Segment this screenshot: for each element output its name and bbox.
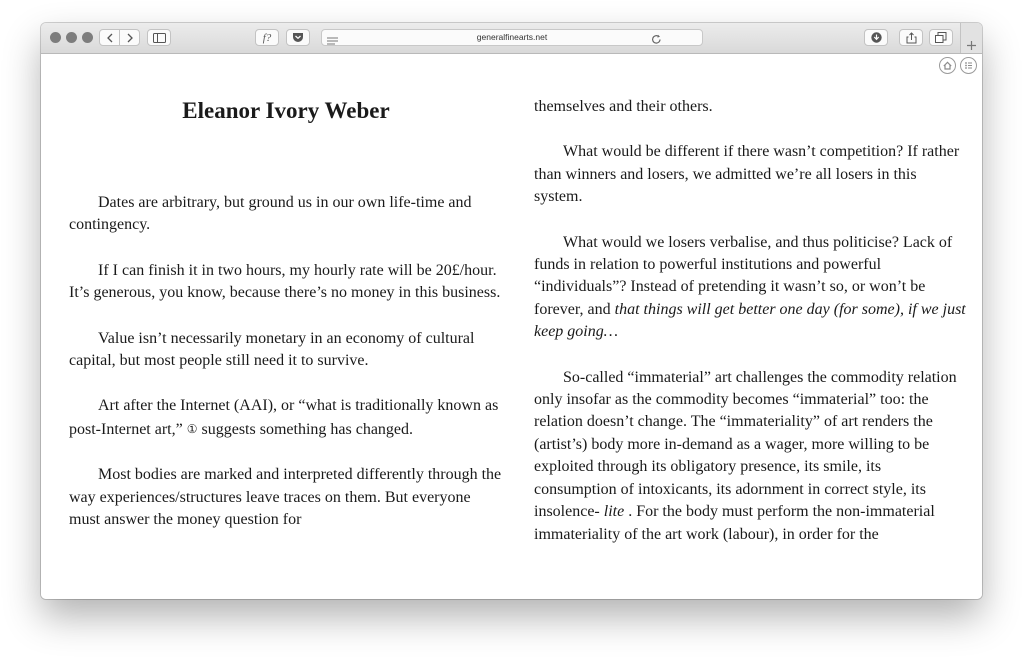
tabs-icon (935, 32, 947, 43)
minimize-window-button[interactable] (66, 32, 77, 43)
pocket-icon (292, 32, 304, 43)
pocket-button[interactable] (286, 29, 310, 46)
paragraph: If I can finish it in two hours, my hourly rate will be 20£/hour. It’s generous, you know, because there’s no money in this business. (69, 261, 501, 302)
tabs-overview-button[interactable] (929, 29, 953, 46)
paragraph: Value isn’t necessarily monetary in an economy of cultural capital, but most people still need it to survive. (69, 329, 475, 370)
paragraph-text: suggests something has changed. (197, 420, 414, 438)
italic-text: that things will get better one day (for some), if we just keep going… (534, 300, 966, 341)
extension-button[interactable]: f? (255, 29, 279, 46)
paragraph (534, 232, 966, 344)
zoom-window-button[interactable] (82, 32, 93, 43)
browser-toolbar (41, 23, 982, 54)
chevron-left-icon (106, 33, 114, 43)
paragraph-text: So-called “immaterial” art challenges the commodity relation only insofar as the commodity becomes “immaterial” too: the relation doesn’t change. The “immateriality” of art renders the (artist’s) body more in-demand as a wager, more willing to be exploited through its obligatory presence, its smile, its consumption of intoxicants, its adornment in correct style, its insolence- (534, 368, 957, 521)
paragraph (534, 367, 966, 546)
paragraph-text: . For the body must perform the non-immaterial immateriality of the art work (labour), in order for the (534, 503, 935, 543)
navigation-buttons (99, 29, 140, 46)
sidebar-icon (153, 33, 166, 43)
paragraph: What would be different if there wasn’t competition? If rather than winners and losers, we admitted we’re all losers in this system. (534, 143, 960, 206)
home-icon[interactable] (939, 57, 956, 74)
reload-icon[interactable] (651, 32, 662, 50)
paragraph: Dates are arbitrary, but ground us in our own life-time and contingency. (69, 194, 472, 234)
menu-list-icon[interactable] (960, 57, 977, 74)
plus-icon (966, 40, 977, 51)
paragraph (69, 395, 503, 441)
downloads-button[interactable] (864, 29, 888, 46)
paragraph-text: What would we losers verbalise, and thus politicise? Lack of funds in relation to powerful institutions and powerful “individuals”? Instead of pretending it wasn’t so, or won’t be forever, and (534, 233, 953, 318)
close-window-button[interactable] (50, 32, 61, 43)
new-tab-button[interactable] (960, 23, 982, 53)
paragraph: Most bodies are marked and interpreted differently through the way experiences/structures leave traces on them. But everyone must answer the money question for (69, 466, 502, 529)
left-column (69, 192, 503, 531)
download-icon (871, 32, 882, 43)
paragraph-text: Art after the Internet (AAI), or “what is traditionally known as post-Internet art,” (69, 397, 499, 438)
share-icon (906, 32, 917, 44)
url-text: generalfinearts.net (476, 32, 548, 42)
back-button[interactable] (100, 30, 120, 45)
share-button[interactable] (899, 29, 923, 46)
article-title: Eleanor Ivory Weber (182, 98, 390, 123)
footnote-marker[interactable]: ① (186, 421, 198, 436)
chevron-right-icon (126, 33, 134, 43)
page-content (41, 54, 982, 599)
browser-window (41, 23, 982, 599)
sidebar-button[interactable] (147, 29, 171, 46)
address-bar[interactable] (321, 29, 703, 46)
paragraph-continuation: themselves and their others. (534, 98, 713, 115)
italic-text: lite (603, 503, 625, 521)
right-column (534, 96, 966, 546)
forward-button[interactable] (120, 30, 139, 45)
